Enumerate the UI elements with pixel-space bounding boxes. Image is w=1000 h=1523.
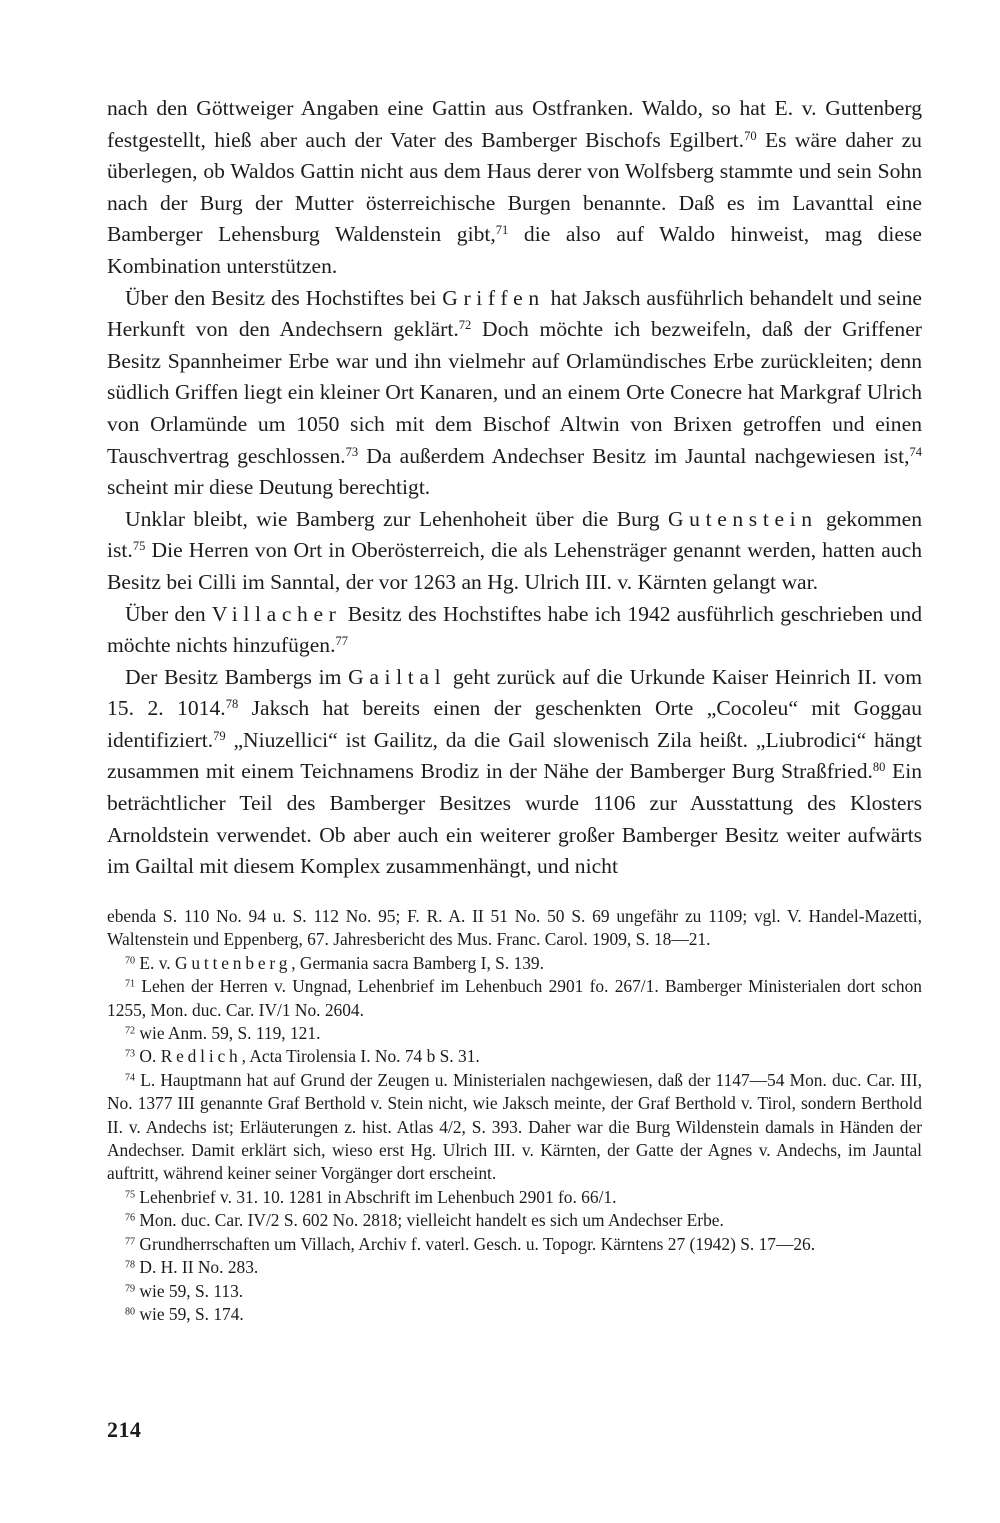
- footnote-number: 74: [125, 1072, 136, 1084]
- footnote-72: $^{72}$ wie Anm. 59, S. 119, 121.: [125, 1023, 321, 1044]
- footnote-ref-77: 77: [335, 634, 348, 649]
- footnote-number: 76: [125, 1212, 136, 1224]
- footnote-ref-74: 74: [909, 444, 922, 459]
- footnote-ref-80: 80: [872, 760, 886, 775]
- paragraph-2: Über den Besitz des Hochstiftes bei Griffen hat Jaksch ausführlich behandelt und seine Herkunft von den Andechsern geklärt.$^{72}$ Doch möchte ich bezweifeln, daß der Griffener Besitz Spannheimer Erbe war und ihn vielmehr auf Orlamündisches Erbe zurückleiten; denn südlich Griffen liegt ein kleiner Ort Kanaren, und an einem Orte Conecre hat Markgraf Ulrich von Orlamünde um 1050 sich mit dem Bischof Altwin von Brixen getroffen und einen Tauschvertrag geschlossen.$^{73}$ Da außerdem Andechser Besitz im Jauntal nachgewiesen ist,$^{74}$ scheint mir diese Deutung berechtigt.: [107, 285, 922, 500]
- footnote-74: $^{74}$ L. Hauptmann hat auf Grund der Zeugen u. Ministerialen nachgewiesen, daß der 1147—54 Mon. duc. Car. III, No. 1377 III genannte Graf Berthold v. Stein nicht, wie Jaksch meinte, der Graf Berthold v. Tirol, sondern Berthold II. v. Andechs ist; Erläuterungen z. hist. Atlas 4/2, S. 393. Daher war die Burg Wildenstein damals in Händen der Andechser. Damit erklärt sich, wieso erst Hg. Ulrich III. v. Kärnten, der Gatte der Agnes v. Andechs, im Jauntal auftritt, während keiner seiner Vorgänger dort erscheint.: [107, 1069, 922, 1184]
- page-number: 214: [107, 1417, 142, 1442]
- spaced-author-name: Redlich: [160, 1046, 242, 1067]
- footnote-number: 79: [125, 1282, 136, 1294]
- spaced-place-name: Villacher: [211, 601, 342, 626]
- footnote-number: 71: [125, 978, 136, 990]
- footnote-78: $^{78}$ D. H. II No. 283.: [125, 1257, 259, 1278]
- footnote-ref-71: 71: [495, 223, 509, 238]
- paragraph-1: nach den Göttweiger Angaben eine Gattin aus Ostfranken. Waldo, so hat E. v. Guttenberg festgestellt, hieß aber auch der Vater des Bamberger Bischofs Egilbert.$^{70}$ Es wäre daher zu überlegen, ob Waldos Gattin nicht aus dem Haus derer von Wolfsberg stammte und sein Sohn nach der Burg der Mutter österreichische Burgen benannte. Daß es im Lavanttal eine Bamberger Lehensburg Waldenstein gibt,$^{71}$ die also auf Waldo hinweist, mag diese Kombination unterstützen.: [107, 96, 922, 278]
- footnote-ref-73: 73: [345, 444, 359, 459]
- footnote-number: 72: [125, 1025, 136, 1037]
- footnote-number: 70: [125, 955, 136, 967]
- footnote-70: $^{70}$ E. v. Guttenberg, Germania sacra Bamberg I, S. 139.: [125, 952, 544, 973]
- spaced-author-name: Guttenberg: [175, 952, 292, 973]
- footnote-ref-72: 72: [458, 318, 472, 333]
- footnote-ref-75: 75: [132, 539, 146, 554]
- paragraph-3: Unklar bleibt, wie Bamberg zur Lehenhoheit über die Burg Gutenstein gekommen ist.$^{75}$ Die Herren von Ort in Oberösterreich, die als Lehensträger genannt werden, hatten auch Besitz bei Cilli im Sanntal, der vor 1263 an Hg. Ulrich III. v. Kärnten gelangt war.: [107, 506, 923, 594]
- footnote-77: $^{77}$ Grundherrschaften um Villach, Archiv f. vaterl. Gesch. u. Topogr. Kärntens 27 (1942) S. 17—26.: [125, 1233, 816, 1254]
- footnote-73: $^{73}$ O. Redlich, Acta Tirolensia I. No. 74 b S. 31.: [125, 1046, 480, 1067]
- footnote-79: $^{79}$ wie 59, S. 113.: [125, 1280, 244, 1301]
- footnote-number: 80: [125, 1306, 136, 1318]
- footnote-number: 73: [125, 1048, 136, 1060]
- spaced-place-name: Griffen: [442, 285, 545, 310]
- footnotes: [107, 905, 922, 1326]
- footnote-ref-78: 78: [225, 697, 239, 712]
- spaced-place-name: Gailtal: [348, 664, 447, 689]
- paragraph-4: Über den Villacher Besitz des Hochstiftes habe ich 1942 ausführlich geschrieben und möchte nichts hinzufügen.$^{77}$: [107, 601, 922, 658]
- footnote-continued: ebenda S. 110 No. 94 u. S. 112 No. 95; F. R. A. II 51 No. 50 S. 69 ungefähr zu 1109; vgl. V. Handel-Mazetti, Waltenstein und Eppenberg, 67. Jahresbericht des Mus. Franc. Carol. 1909, S. 18—21.: [107, 906, 922, 950]
- footnote-number: 75: [125, 1189, 136, 1201]
- footnote-75: $^{75}$ Lehenbrief v. 31. 10. 1281 in Abschrift im Lehenbuch 2901 fo. 66/1.: [125, 1186, 617, 1207]
- footnote-80: $^{80}$ wie 59, S. 174.: [125, 1303, 244, 1324]
- footnote-number: 78: [125, 1259, 136, 1271]
- footnote-71: $^{71}$ Lehen der Herren v. Ungnad, Lehenbrief im Lehenbuch 2901 fo. 267/1. Bamberger Ministerialen dort schon 1255, Mon. duc. Car. IV/1 No. 2604.: [107, 976, 922, 1020]
- paragraph-5: Der Besitz Bambergs im Gailtal geht zurück auf die Urkunde Kaiser Heinrich II. vom 15. 2. 1014.78 Jaksch hat bereits einen der geschenkten Orte „Cocoleu“ mit Goggau identifiziert.$^{79}$ „Niuzellici“ ist Gailitz, da die Gail slowenisch Zila heißt. „Liubrodici“ hängt zusammen mit einem Teichnamens Brodiz in der Nähe der Bamberger Burg Straßfried.$^{80}$ Ein beträchtlicher Teil des Bamberger Besitzes wurde 1106 zur Ausstattung des Klosters Arnoldstein verwendet. Ob aber auch ein weiterer großer Bamberger Besitz weiter aufwärts im Gailtal mit diesem Komplex zusammenhängt, und nicht: [107, 664, 922, 879]
- footnote-ref-79: 79: [213, 729, 226, 743]
- main-text: [107, 93, 922, 883]
- spaced-place-name: Gutenstein: [667, 506, 818, 531]
- footnote-ref-70: 70: [744, 128, 757, 143]
- footnote-76: $^{76}$ Mon. duc. Car. IV/2 S. 602 No. 2818; vielleicht handelt es sich um Andechser Erbe.: [125, 1210, 724, 1231]
- footnote-number: 77: [125, 1236, 136, 1248]
